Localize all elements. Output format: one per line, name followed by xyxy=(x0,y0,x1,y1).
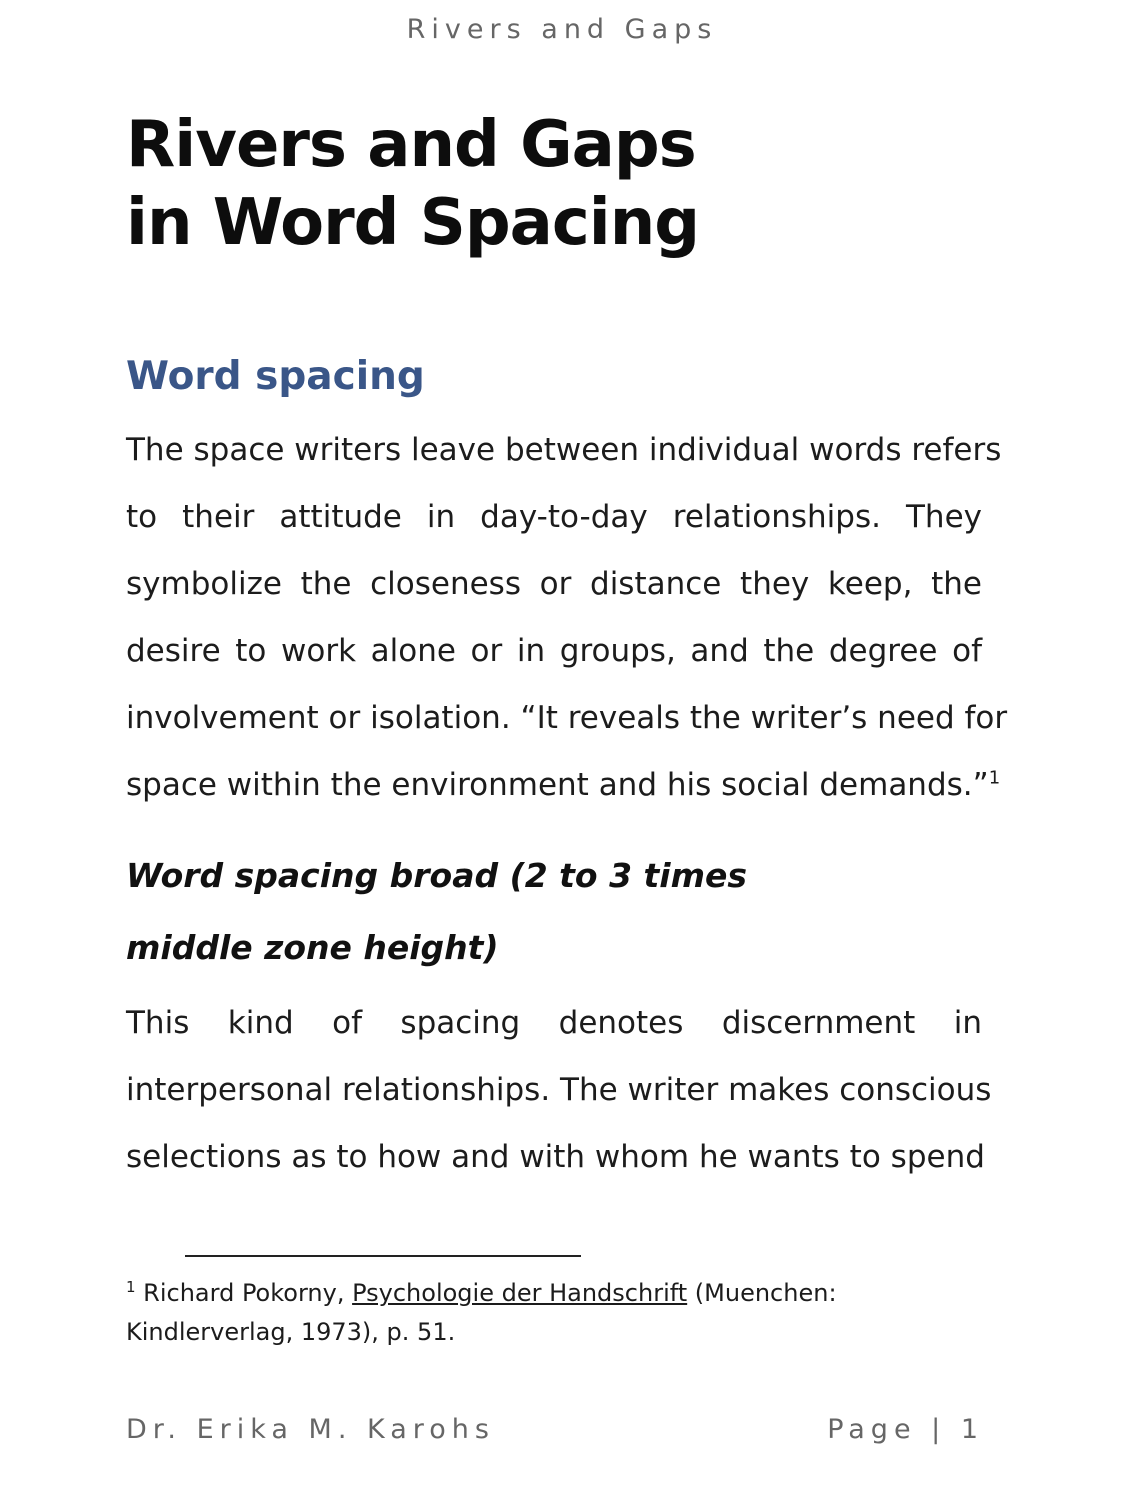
footer-author: Dr. Erika M. Karohs xyxy=(126,1414,495,1445)
document-title xyxy=(126,106,1006,262)
footnote-reference[interactable]: 1 xyxy=(988,767,1001,789)
running-header: Rivers and Gaps xyxy=(406,14,718,45)
footnote xyxy=(126,1274,986,1352)
footnote-details-1: (Muenchen: xyxy=(687,1279,837,1307)
footnote-divider xyxy=(185,1255,581,1257)
footnote-book-title: Psychologie der Handschrift xyxy=(352,1279,688,1307)
paragraph-line: selections as to how and with whom he wants to spend xyxy=(126,1139,985,1175)
paragraph-line: to their attitude in day-to-day relationships. They xyxy=(126,499,982,535)
paragraph-line: This kind of spacing denotes discernment in xyxy=(126,1005,982,1041)
paragraph-line: involvement or isolation. “It reveals the writer’s need for xyxy=(126,700,1008,736)
section-heading: Word spacing xyxy=(126,354,425,399)
footnote-author: Richard Pokorny, xyxy=(135,1279,353,1307)
title-line-2: in Word Spacing xyxy=(126,186,700,260)
title-line-1: Rivers and Gaps xyxy=(126,108,696,182)
footer-page-number: Page | 1 xyxy=(827,1414,984,1445)
footnote-details-2: Kindlerverlag, 1973), p. 51. xyxy=(126,1318,456,1346)
paragraph-line: interpersonal relationships. The writer makes conscious xyxy=(126,1072,992,1108)
paragraph-line: desire to work alone or in groups, and the degree of xyxy=(126,633,982,669)
paragraph-last-line xyxy=(126,752,1001,819)
subsection-heading-line-2: middle zone height) xyxy=(126,928,499,967)
paragraph-line: The space writers leave between individual words refers xyxy=(126,432,1002,468)
subsection-paragraph xyxy=(126,990,992,1191)
paragraph-line: space within the environment and his social demands.” xyxy=(126,767,989,803)
paragraph-line: symbolize the closeness or distance they keep, the xyxy=(126,566,982,602)
footnote-marker: 1 xyxy=(126,1278,136,1296)
section-paragraph xyxy=(126,417,1008,819)
subsection-heading-line-1: Word spacing broad (2 to 3 times xyxy=(126,856,748,895)
